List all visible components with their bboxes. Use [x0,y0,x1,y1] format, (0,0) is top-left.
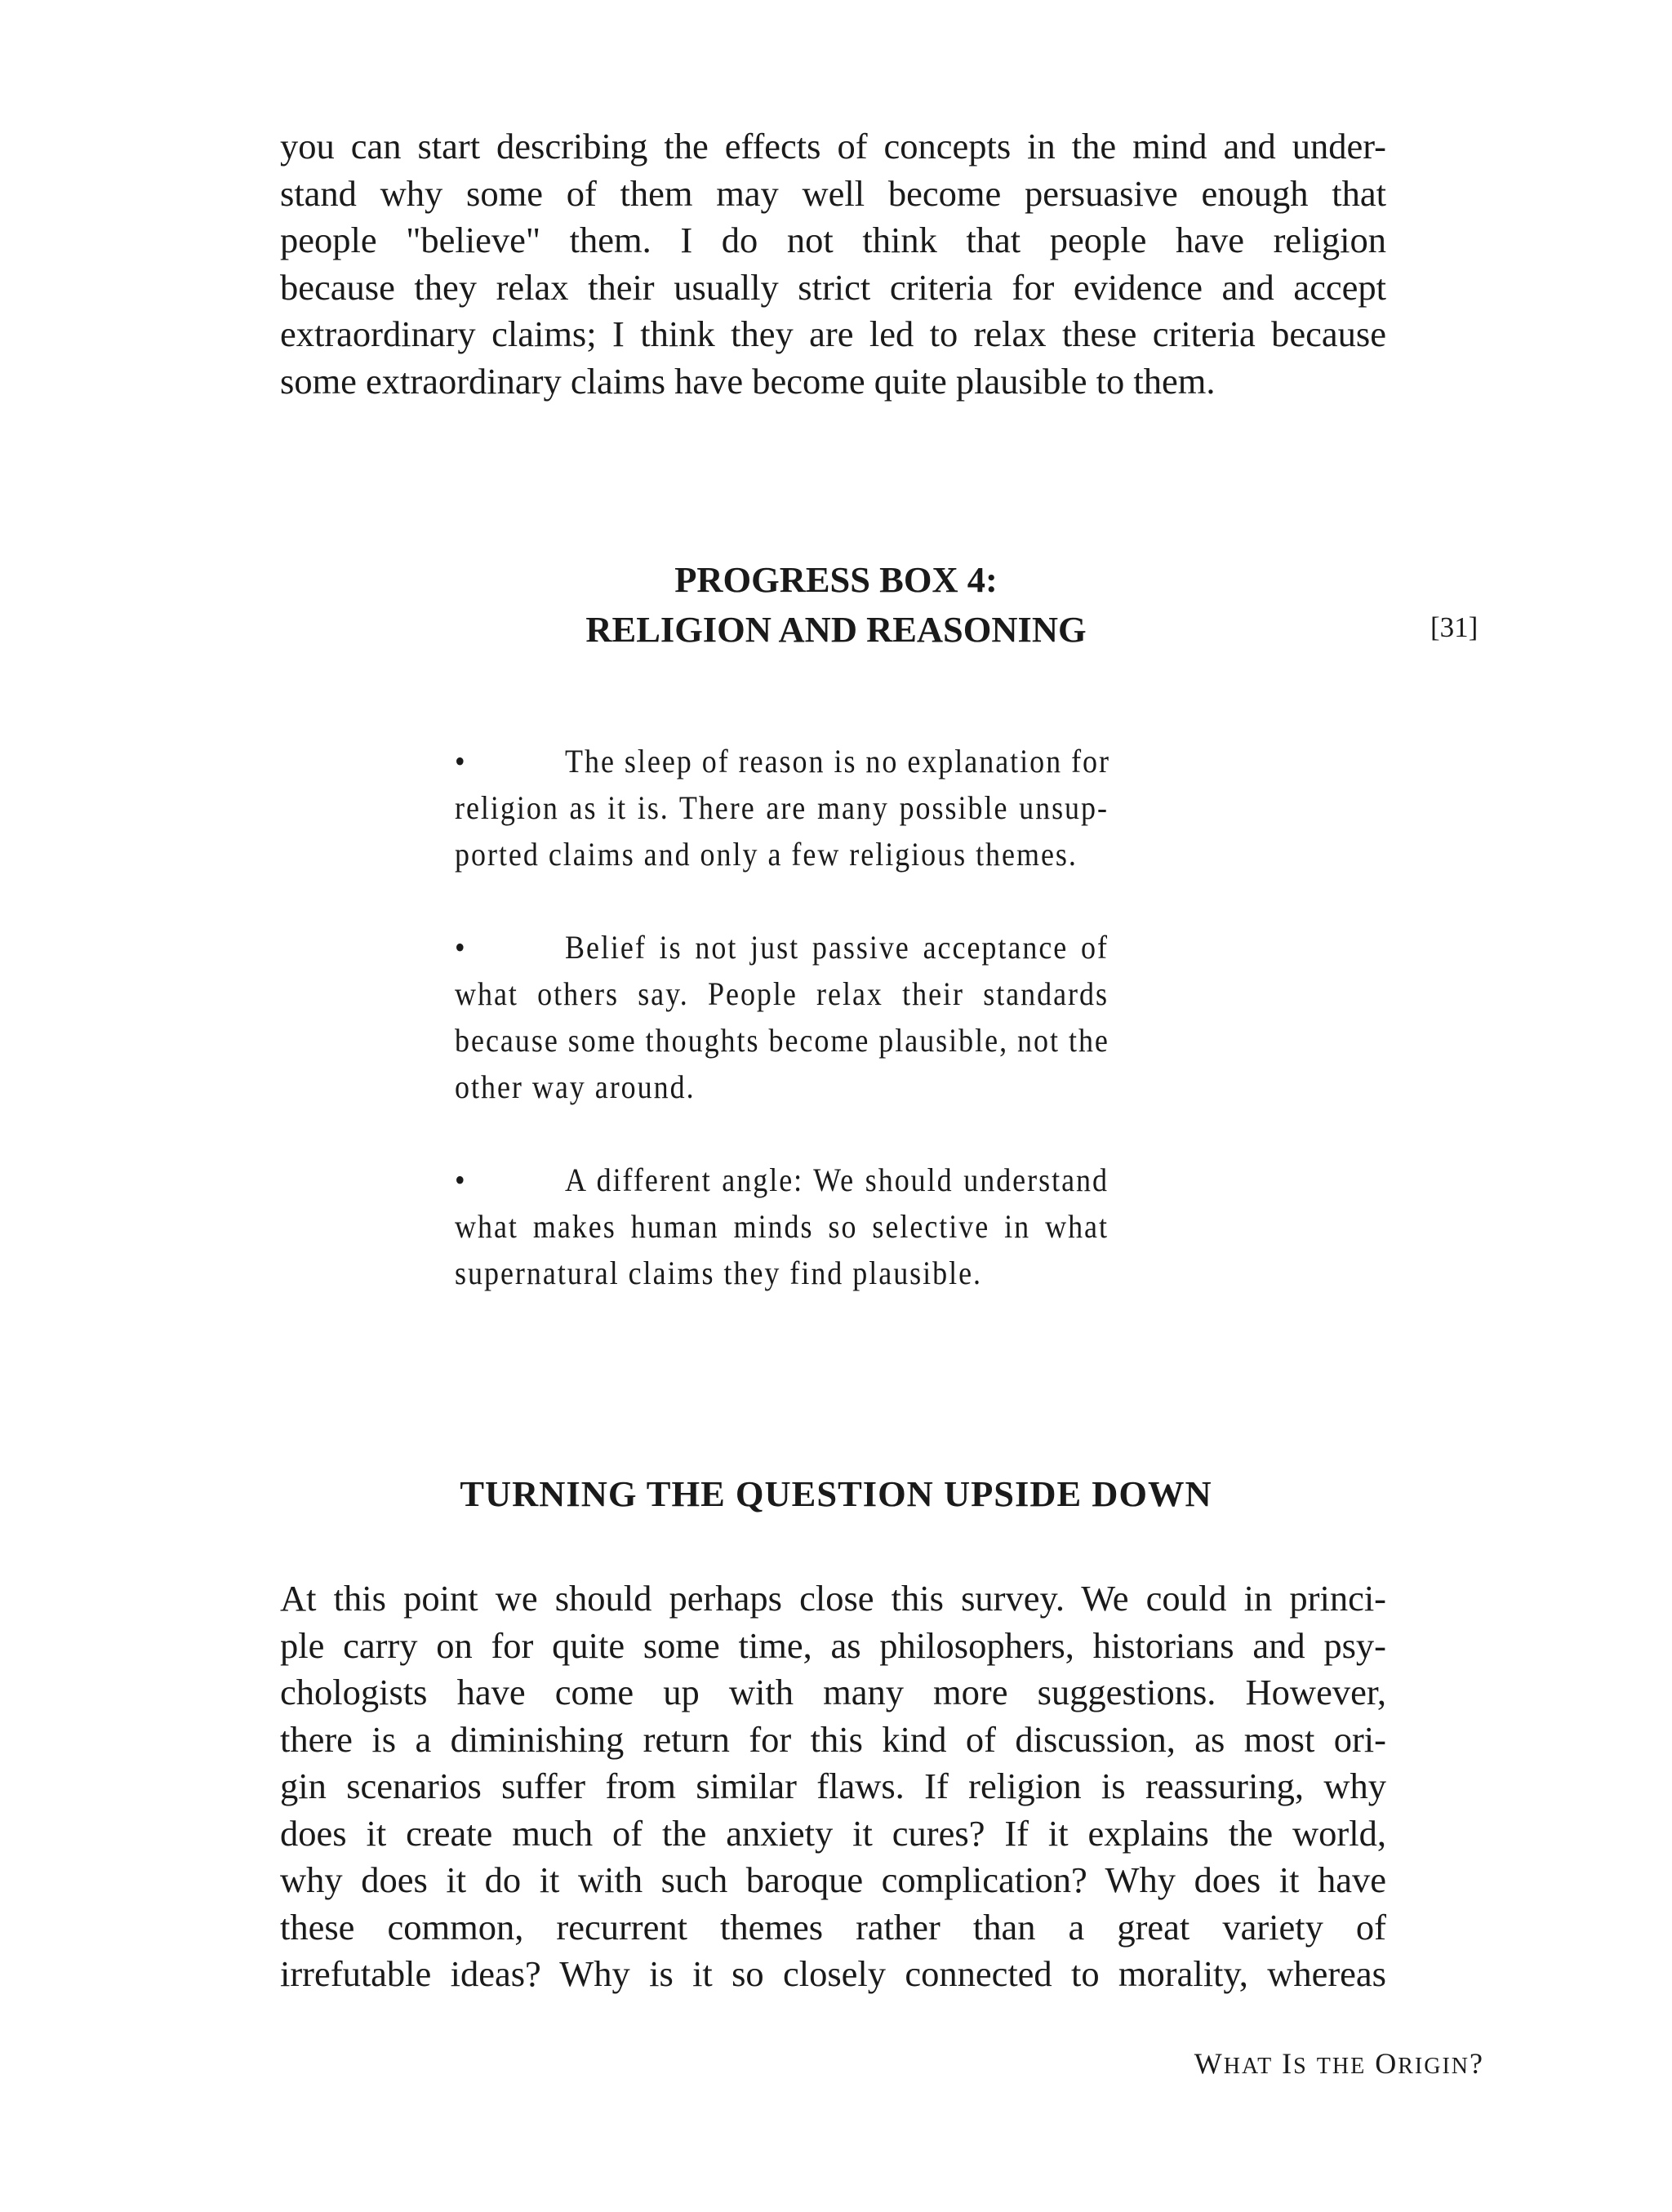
text-line: At this point we should perhaps close this survey. We could in princi- [280,1578,1386,1619]
intro-paragraph [280,123,1386,405]
text-line: some extraordinary claims have become quite plausible to them. [280,360,1216,402]
body-paragraph [280,1575,1386,1998]
section-heading: TURNING THE QUESTION UPSIDE DOWN [460,1473,1212,1514]
bullet-line: The sleep of reason is no explanation for [565,743,1110,780]
text-line: ple carry on for quite some time, as philosophers, historians and psy- [280,1624,1386,1666]
bullet-line: what others say. People relax their standards [455,975,1109,1012]
text-line: chologists have come up with many more suggestions. However, [280,1672,1386,1712]
text-line: stand why some of them may well become persuasive enough that [280,172,1386,214]
text-line: gin scenarios suffer from similar flaws. If religion is reassuring, why [280,1766,1386,1806]
margin-reference: [31] [1430,611,1479,643]
text-line: there is a diminishing return for this kind of discussion, as most ori- [280,1718,1386,1760]
bullet-line: A different angle: We should understand [565,1162,1109,1198]
bullet-icon: • [455,929,467,966]
bullet-icon: • [455,1162,467,1198]
progress-box-bullets [455,738,1109,1343]
text-line: extraordinary claims; I think they are led to relax these criteria because [280,313,1386,354]
text-line: because they relax their usually strict criteria for evidence and accept [280,266,1386,308]
progress-box-title: PROGRESS BOX 4: [674,559,998,600]
text-line: why does it do it with such baroque complication? Why does it have [280,1859,1386,1900]
bullet-line: ported claims and only a few religious themes. [455,836,1078,873]
text-line: people "believe" them. I do not think that people have religion [280,220,1386,260]
text-line: these common, recurrent themes rather than a great variety of [280,1906,1386,1948]
running-footer: WHAT IS THE ORIGIN? [1194,2047,1484,2080]
bullet-line: what makes human minds so selective in what [455,1208,1109,1245]
bullet-item [455,1157,1109,1296]
bullet-line: religion as it is. There are many possible unsup- [455,789,1109,826]
progress-box-subtitle: RELIGION AND REASONING [585,609,1087,650]
bullet-line: because some thoughts become plausible, not the [455,1022,1109,1059]
text-line: does it create much of the anxiety it cures? If it explains the world, [280,1812,1386,1854]
text-line: irrefutable ideas? Why is it so closely connected to morality, whereas [280,1953,1386,1994]
bullet-icon: • [455,743,467,780]
bullet-item [455,738,1109,877]
bullet-line: supernatural claims they find plausible. [455,1255,983,1291]
bullet-line: other way around. [455,1068,696,1105]
bullet-item [455,924,1109,1110]
text-line: you can start describing the effects of concepts in the mind and under- [280,126,1386,167]
bullet-line: Belief is not just passive acceptance of [565,929,1109,966]
